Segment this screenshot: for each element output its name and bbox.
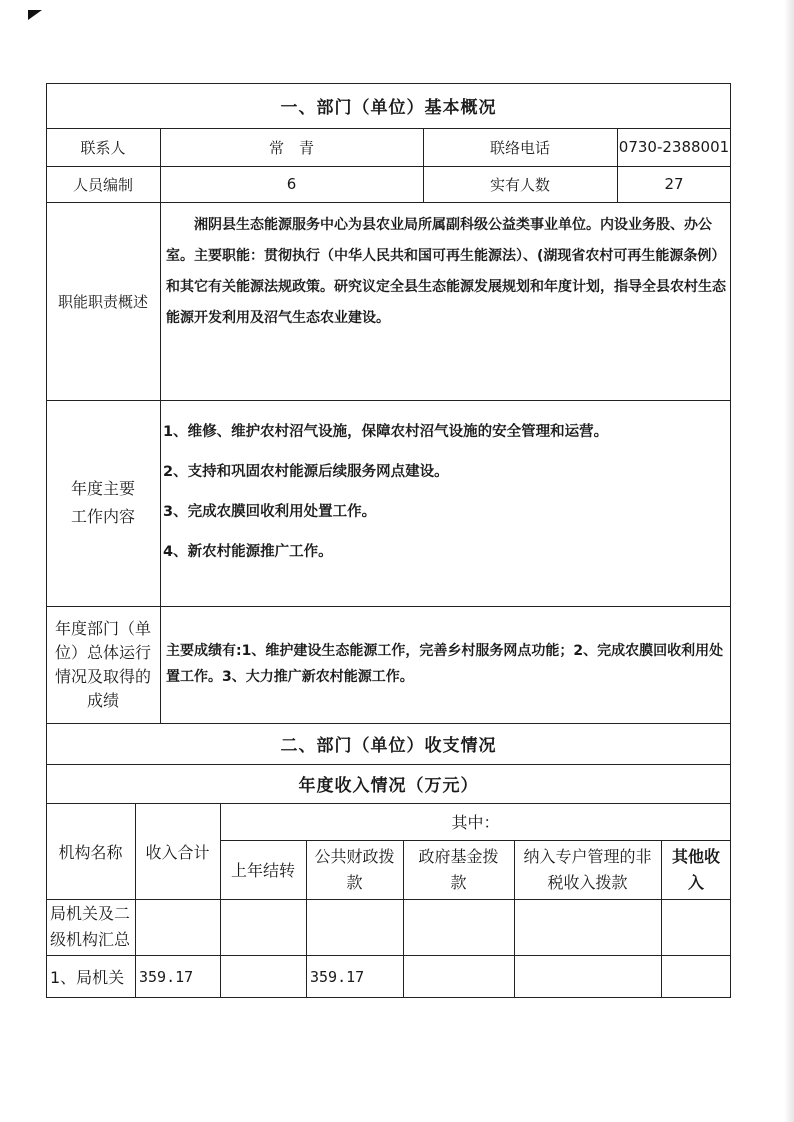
performance-label: 年度部门（单位）总体运行情况及取得的成绩 bbox=[54, 618, 151, 710]
work-item: 2、支持和巩固农村能源后续服务网点建设。 bbox=[163, 464, 449, 480]
duties-text: 湘阴县生态能源服务中心为县农业局所属副科级公益类事业单位。内设业务股、办公室。主要职能：贯彻执行（中华人民共和国可再生能源法）、(湖现省农村可再生能源条例）和其它有关能源法规政策。研究议定全县生态能源发展规划和年度计划，指导全县农村生态能源开发利用及沼气生态农业建设。 bbox=[166, 217, 726, 326]
work-items-list bbox=[163, 420, 728, 580]
header-gov-fund: 政府基金拨款 bbox=[418, 846, 499, 892]
work-item: 1、维修、维护农村沼气设施，保障农村沼气设施的安全管理和运营。 bbox=[163, 424, 609, 440]
table-row-org-name: 局机关及二级机构汇总 bbox=[50, 904, 131, 949]
contact-value: 常 青 bbox=[268, 138, 314, 157]
work-label-line-1: 年度主要 bbox=[70, 479, 135, 498]
performance-text: 主要成绩有:1、维护建设生态能源工作，完善乡村服务网点功能；2、完成农膜回收利用处置工作。3、大力推广新农村能源工作。 bbox=[166, 643, 724, 685]
contact-label: 联系人 bbox=[80, 138, 126, 157]
staff-quota-label: 人员编制 bbox=[72, 175, 133, 194]
table-row-income-total: 359.17 bbox=[139, 967, 194, 986]
header-public-finance: 公共财政拨款 bbox=[314, 846, 395, 892]
table-row-org-name: 1、局机关 bbox=[50, 968, 125, 987]
header-other: 其他收入 bbox=[671, 846, 720, 892]
header-non-tax: 纳入专户管理的非税收入拨款 bbox=[523, 846, 652, 892]
work-item: 3、完成农膜回收利用处置工作。 bbox=[163, 504, 377, 520]
scan-corner-mark bbox=[28, 10, 42, 20]
header-of-which: 其中： bbox=[451, 813, 500, 832]
section-1-title: 一、部门（单位）基本概况 bbox=[280, 98, 497, 118]
actual-staff-label: 实有人数 bbox=[489, 175, 550, 194]
section-2-title: 二、部门（单位）收支情况 bbox=[280, 736, 497, 756]
work-label-line-2: 工作内容 bbox=[70, 507, 135, 526]
header-prior-carryover: 上年结转 bbox=[230, 861, 295, 880]
phone-value: 0730-2388001 bbox=[618, 138, 730, 156]
table-row-public-finance: 359.17 bbox=[310, 967, 365, 986]
header-income-total: 收入合计 bbox=[145, 842, 210, 862]
phone-label: 联络电话 bbox=[489, 138, 550, 157]
income-table-title: 年度收入情况（万元） bbox=[298, 776, 479, 796]
header-org-name: 机构名称 bbox=[58, 842, 123, 862]
duties-label: 职能职责概述 bbox=[57, 292, 148, 311]
actual-staff-value: 27 bbox=[664, 175, 684, 193]
work-item: 4、新农村能源推广工作。 bbox=[163, 544, 333, 560]
staff-quota-value: 6 bbox=[286, 175, 297, 193]
scan-edge-shadow bbox=[784, 0, 794, 1122]
work-label bbox=[46, 400, 160, 606]
